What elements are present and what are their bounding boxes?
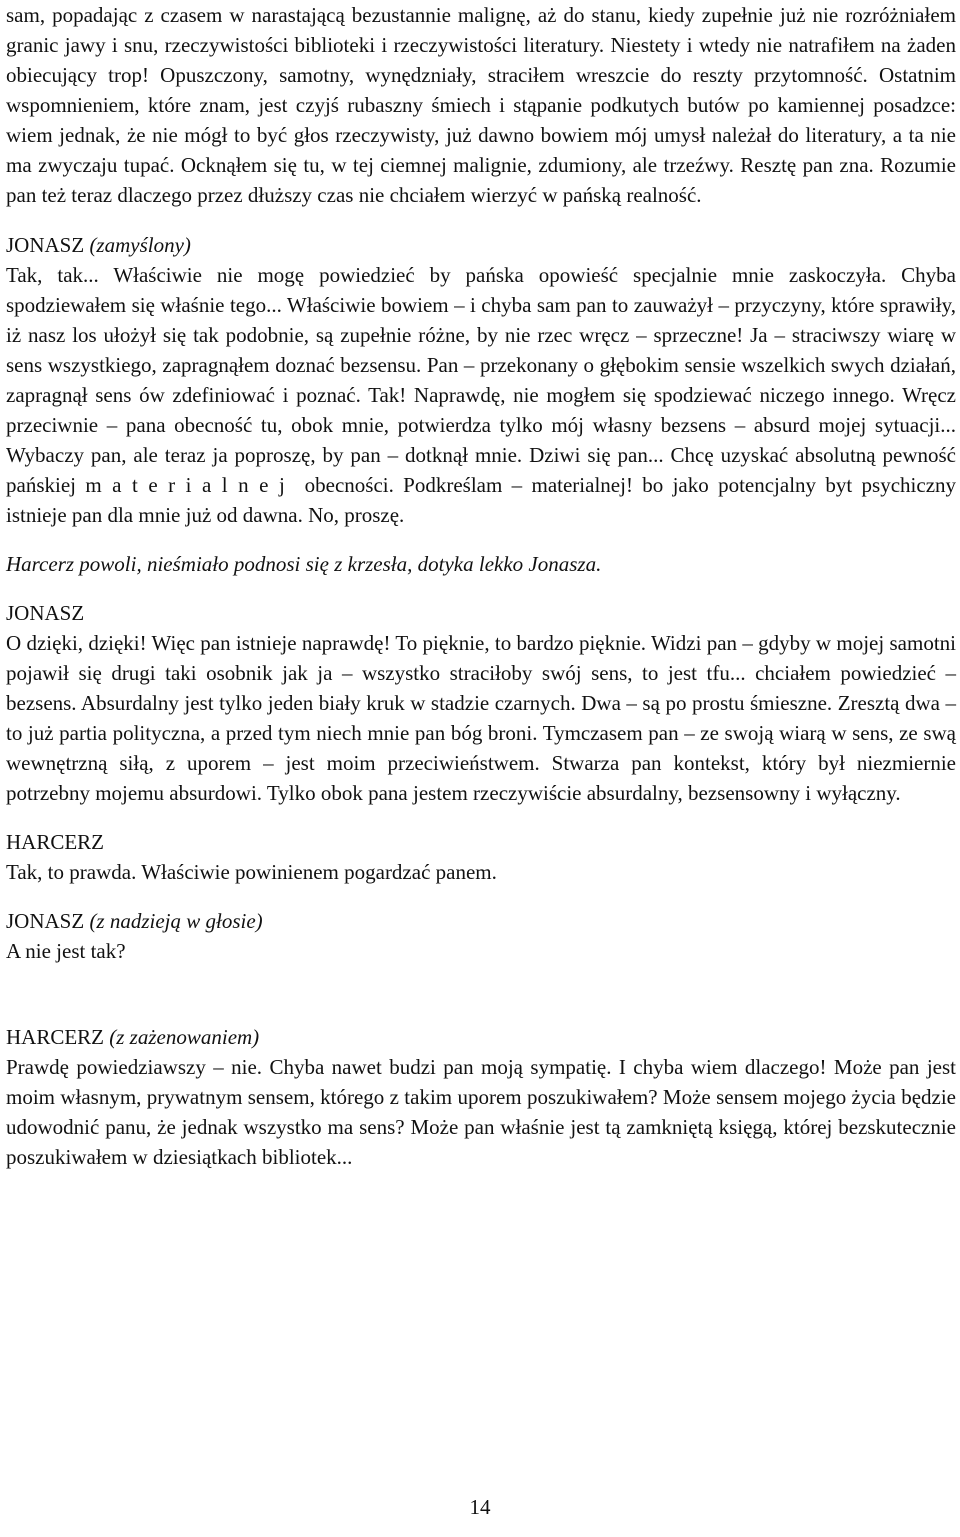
emphasized-word: materialnej (85, 473, 296, 497)
stage-direction: Harcerz powoli, nieśmiało podnosi się z krzesła, dotyka lekko Jonasza. (6, 552, 602, 576)
speaker-name: HARCERZ (6, 1025, 105, 1049)
speech-text: Prawdę powiedziawszy – nie. Chyba nawet budzi pan moją sympatię. I chyba wiem dlaczego! Może pan jest moim własnym, prywatnym sensem, którego z takim uporem poszukiwałem? Może sensem mojego życia będzie udowodnić panu, że jednak wszystko ma sens? Może pan właśnie jest tą zamkniętą księgą, której bezskutecznie poszukiwałem w dziesiątkach bibliotek... (6, 1055, 956, 1169)
speech-text (6, 260, 956, 530)
speech-text: Tak, to prawda. Właściwie powinienem pogardzać panem. (6, 860, 497, 884)
speaker-name: JONASZ (6, 601, 85, 625)
dialogue-entry-2 (6, 598, 956, 808)
dialogue-entry-1 (6, 230, 956, 530)
speaker-line (6, 827, 956, 857)
speaker-direction: (z nadzieją w głosie) (89, 909, 263, 933)
speaker-line (6, 906, 956, 936)
speaker-direction: (z zażenowaniem) (109, 1025, 260, 1049)
dialogue-entry-4 (6, 906, 956, 966)
speech-text: O dzięki, dzięki! Więc pan istnieje naprawdę! To pięknie, to bardzo pięknie. Widzi pan – gdyby w mojej samotni pojawił się drugi taki osobnik jak ja – wszystko straciłoby swój sens, to jest tfu... chciałem powiedzieć – bezsens. Absurdalny jest tylko jeden biały kruk w stadzie czarnych. Dwa – są po prostu śmieszne. Zresztą dwa – to już partia polityczna, a przed tym niech mnie pan bóg broni. Tymczasem pan – ze swoją wiarą w sens, ze swą wewnętrzną siłą, z uporem – jest moim przeciwieństwem. Stwarza pan kontekst, który był niezmiernie potrzebny mojemu absurdowi. Tylko obok pana jestem rzeczywiście absurdalny, bezsensowny i wyłączny. (6, 631, 956, 805)
intro-paragraph: sam, popadając z czasem w narastającą bezustannie malignę, aż do stanu, kiedy zupełnie już nie rozróżniałem granic jawy i snu, rzeczywistości biblioteki i rzeczywistości literatury. Niestety i wtedy nie natrafiłem na żaden obiecujący trop! Opuszczony, samotny, wynędzniały, straciłem wreszcie do reszty przytomność. Ostatnim wspomnieniem, które znam, jest czyjś rubaszny śmiech i stąpanie podkutych butów po kamiennej posadzce: wiem jednak, że nie mógł to być głos rzeczywisty, już dawno bowiem mój umysł należał do literatury, a ta nie ma zwyczaju tupać. Ocknąłem się tu, w tej ciemnej malignie, zdumiony, ale trzeźwy. Resztę pan zna. Rozumie pan też teraz dlaczego przez dłuższy czas nie chciałem wierzyć w pańską realność. (6, 3, 956, 207)
speaker-name: HARCERZ (6, 830, 105, 854)
speaker-name: JONASZ (6, 233, 85, 257)
speaker-line (6, 1022, 956, 1052)
document-page (6, 0, 956, 1172)
page-number: 14 (469, 1495, 491, 1519)
speaker-line (6, 598, 956, 628)
speaker-line (6, 230, 956, 260)
speech-text: A nie jest tak? (6, 939, 126, 963)
dialogue-entry-5 (6, 1022, 956, 1172)
speech-text-part: obecności. Podkreślam – materialnej! bo jako potencjalny byt psychiczny istnieje pan dla mnie już od dawna. No, proszę. (6, 473, 957, 527)
speech-text-part: Tak, tak... Właściwie nie mogę powiedzieć by pańska opowieść specjalnie mnie zaskoczyła. Chyba spodziewałem się właśnie tego... Właściwie bowiem – i chyba sam pan to zauważył – przyczyny, które sprawiły, iż nasz los ułożył się tak podobnie, są zupełnie różne, by nie rzec wręcz – sprzeczne! Ja – straciwszy wiarę w sens wszystkiego, zapragnąłem doznać bezsensu. Pan – przekonany o głębokim sensie wszelkich swych działań, zapragnął sens ów zdefiniować i poznać. Tak! Naprawdę, nie mogłem się spodziewać niczego innego. Wręcz przeciwnie – pana obecność tu, obok mnie, potwierdza tylko mój własny bezsens – absurd mojej sytuacji... Wybaczy pan, ale teraz ja poproszę, by pan – dotknął mnie. Dziwi się pan... Chcę uzyskać absolutną pewność pańskiej (6, 263, 956, 497)
speaker-name: JONASZ (6, 909, 85, 933)
dialogue-entry-3 (6, 827, 956, 887)
speaker-direction: (zamyślony) (89, 233, 191, 257)
